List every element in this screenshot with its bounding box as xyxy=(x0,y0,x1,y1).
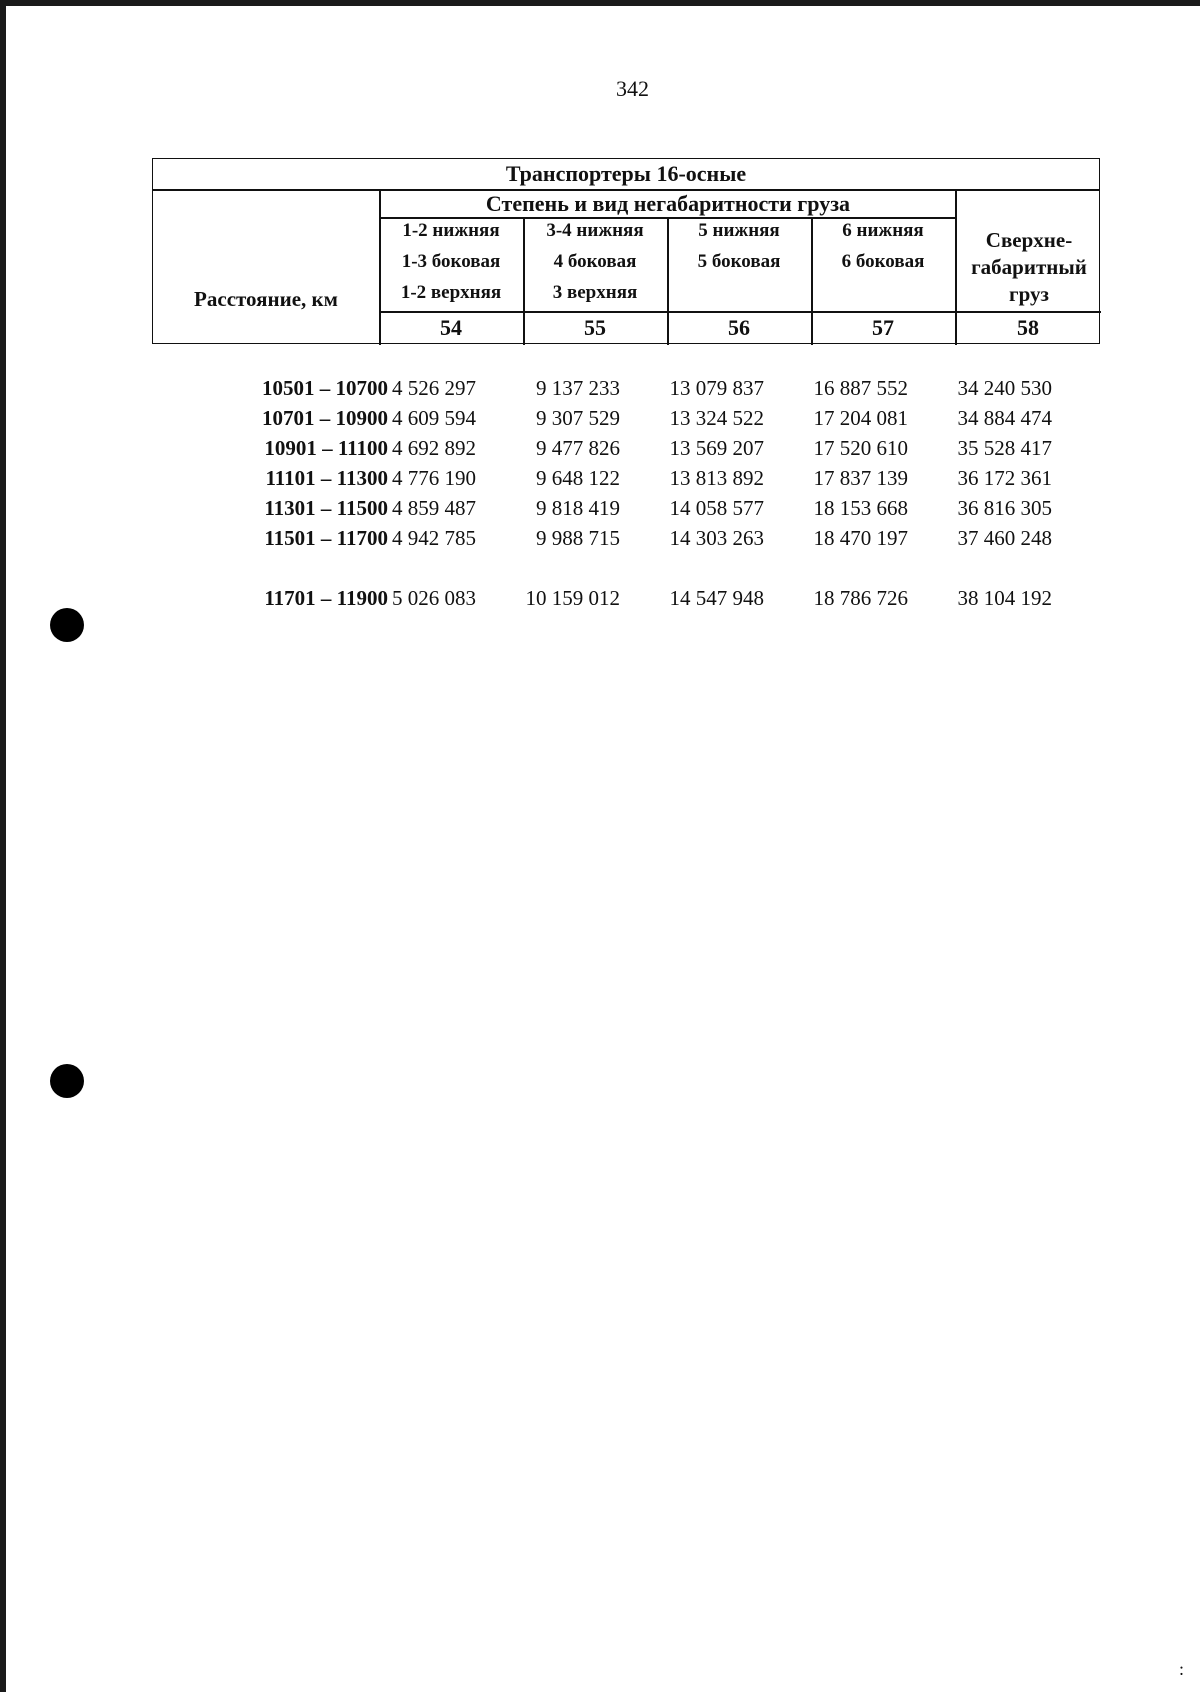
page-number: 342 xyxy=(616,76,649,101)
value-cell: 9 307 529 xyxy=(536,406,620,430)
value-cell: 17 837 139 xyxy=(813,466,908,490)
binder-hole-top xyxy=(50,608,84,642)
table-header xyxy=(152,158,1100,344)
value-cell: 13 079 837 xyxy=(669,376,764,400)
value-cell: 34 240 530 xyxy=(957,376,1052,400)
sub-column-header xyxy=(523,215,667,308)
value-cell: 9 477 826 xyxy=(536,436,620,460)
value-cell: 36 172 361 xyxy=(957,466,1052,490)
value-cell: 10 159 012 xyxy=(525,586,620,610)
value-cell: 4 776 190 xyxy=(392,466,476,490)
value-cell: 17 204 081 xyxy=(813,406,908,430)
sub-column-line: 3 верхняя xyxy=(552,282,638,303)
scan-specks: : xyxy=(1178,1659,1184,1679)
sub-column-header xyxy=(811,215,955,277)
value-cell: 36 816 305 xyxy=(957,496,1052,520)
value-cell: 13 569 207 xyxy=(669,436,764,460)
table-row xyxy=(152,436,1100,466)
value-cell: 14 058 577 xyxy=(669,496,764,520)
column-number: 58 xyxy=(1017,315,1039,340)
sub-column-line: 3-4 нижняя xyxy=(546,220,644,241)
column-number: 56 xyxy=(728,315,750,340)
oversize-line: Сверхне- xyxy=(985,228,1073,252)
table-row xyxy=(152,586,1100,616)
column-number: 57 xyxy=(872,315,894,340)
value-cell: 5 026 083 xyxy=(392,586,476,610)
value-cell: 14 547 948 xyxy=(669,586,764,610)
table-subtitle: Степень и вид негабаритности груза xyxy=(485,191,851,216)
binder-hole-bottom xyxy=(50,1064,84,1098)
sub-column-line: 6 нижняя xyxy=(842,220,924,241)
value-cell: 4 609 594 xyxy=(392,406,476,430)
value-cell: 34 884 474 xyxy=(957,406,1052,430)
distance-cell: 11101 – 11300 xyxy=(265,466,388,490)
oversize-line: груз xyxy=(1009,282,1049,306)
table-row xyxy=(152,496,1100,526)
value-cell: 14 303 263 xyxy=(669,526,764,550)
value-cell: 16 887 552 xyxy=(813,376,908,400)
sub-column-header xyxy=(667,215,811,277)
sub-column-line: 1-2 верхняя xyxy=(400,282,502,303)
table-row xyxy=(152,376,1100,406)
value-cell: 9 648 122 xyxy=(536,466,620,490)
value-cell: 4 859 487 xyxy=(392,496,476,520)
value-cell: 17 520 610 xyxy=(813,436,908,460)
value-cell: 9 137 233 xyxy=(536,376,620,400)
value-cell: 13 324 522 xyxy=(669,406,764,430)
distance-cell: 11501 – 11700 xyxy=(264,526,388,550)
value-cell: 13 813 892 xyxy=(669,466,764,490)
table-row xyxy=(152,406,1100,436)
value-cell: 9 988 715 xyxy=(536,526,620,550)
value-cell: 18 470 197 xyxy=(813,526,908,550)
sub-column-line: 1-3 боковая xyxy=(401,251,501,272)
column-number: 55 xyxy=(584,315,606,340)
column-number: 54 xyxy=(440,315,462,340)
sub-column-line: 6 боковая xyxy=(841,251,925,272)
table-row xyxy=(152,466,1100,496)
distance-cell: 10901 – 11100 xyxy=(264,436,388,460)
distance-cell: 11701 – 11900 xyxy=(264,586,388,610)
table-row xyxy=(152,526,1100,556)
sub-column-line: 4 боковая xyxy=(553,251,637,272)
value-cell: 18 153 668 xyxy=(813,496,908,520)
sub-column-line: 5 нижняя xyxy=(698,220,780,241)
sub-column-line: 5 боковая xyxy=(697,251,781,272)
distance-cell: 10501 – 10700 xyxy=(262,376,388,400)
value-cell: 35 528 417 xyxy=(957,436,1052,460)
table-title: Транспортеры 16-осные xyxy=(505,161,747,186)
value-cell: 4 692 892 xyxy=(392,436,476,460)
value-cell: 4 942 785 xyxy=(392,526,476,550)
oversize-line: габаритный xyxy=(971,255,1087,279)
value-cell: 37 460 248 xyxy=(957,526,1052,550)
distance-cell: 10701 – 10900 xyxy=(262,406,388,430)
value-cell: 9 818 419 xyxy=(536,496,620,520)
sub-column-line: 1-2 нижняя xyxy=(402,220,500,241)
value-cell: 18 786 726 xyxy=(813,586,908,610)
value-cell: 38 104 192 xyxy=(957,586,1052,610)
distance-cell: 11301 – 11500 xyxy=(264,496,388,520)
oversize-header xyxy=(957,227,1101,308)
value-cell: 4 526 297 xyxy=(392,376,476,400)
rule-above-numbers xyxy=(379,311,1101,313)
distance-header: Расстояние, км xyxy=(194,287,338,311)
sub-column-header xyxy=(379,215,523,308)
